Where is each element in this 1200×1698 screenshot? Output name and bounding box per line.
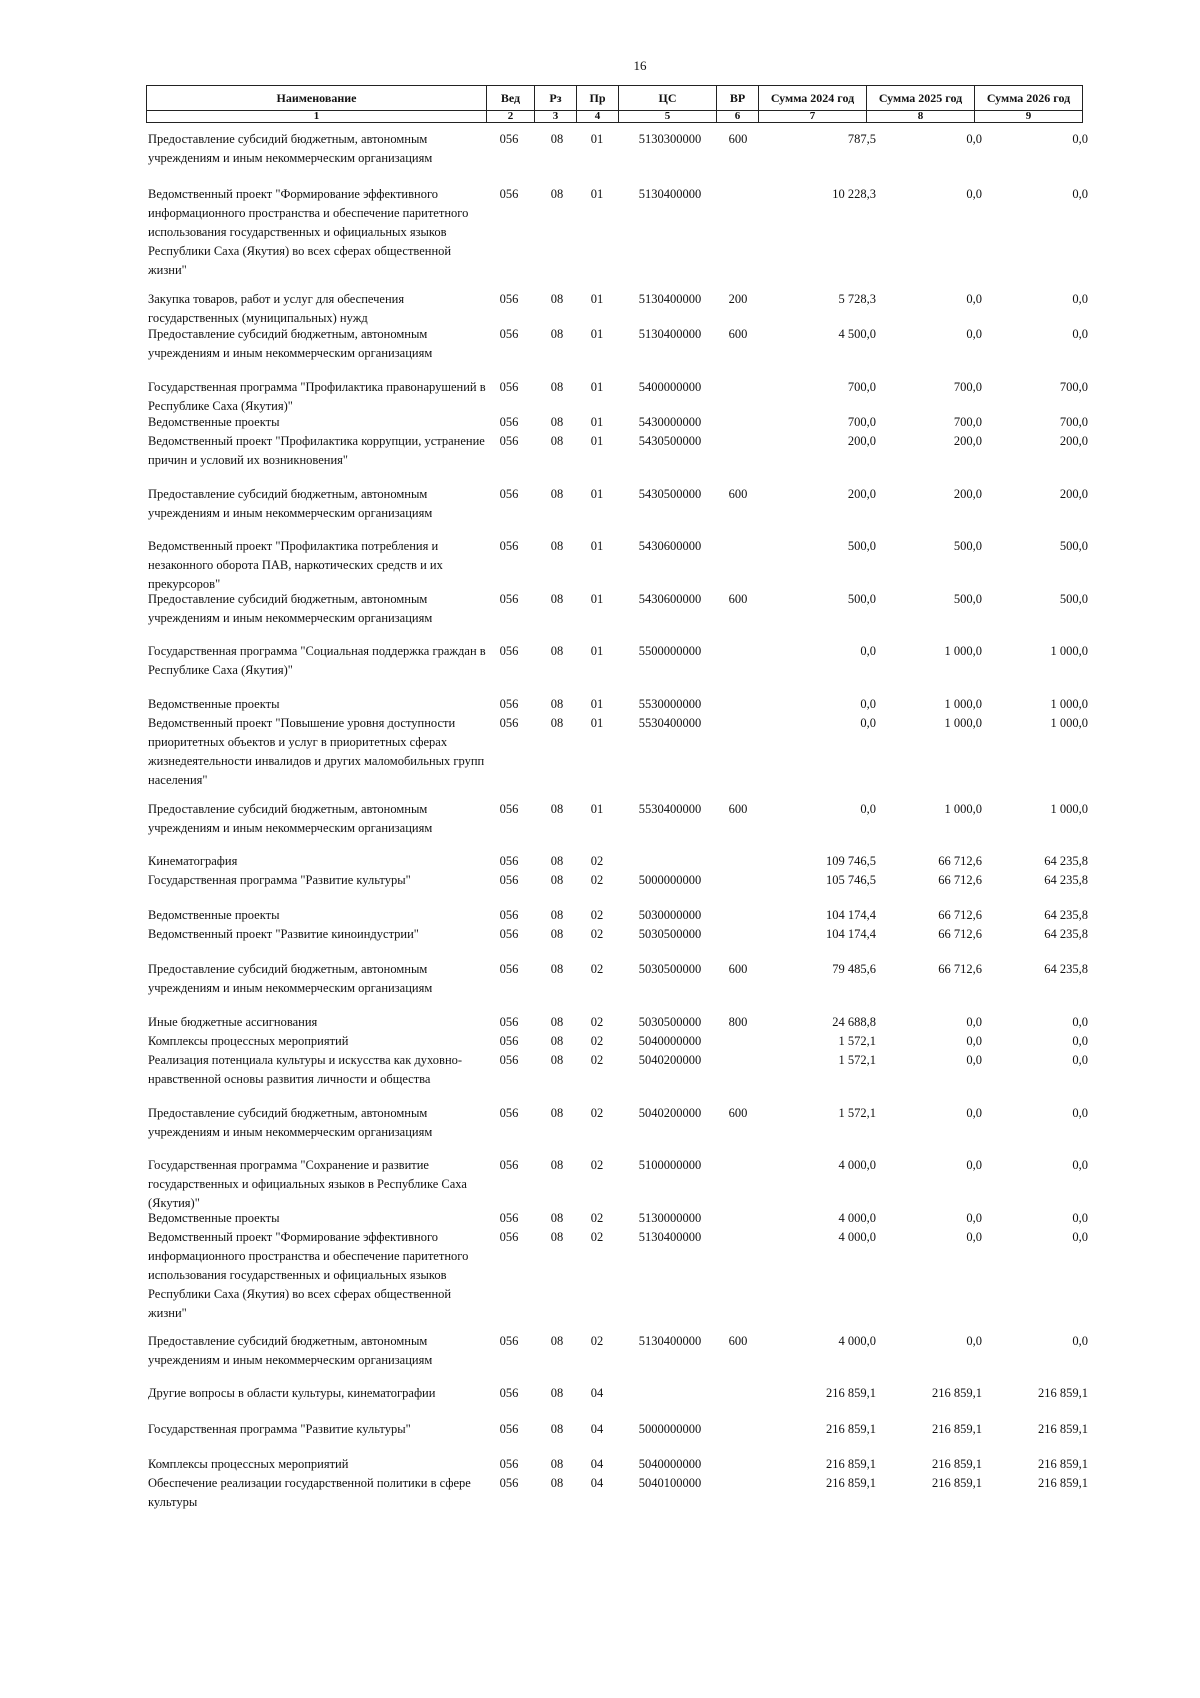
column-number-1: 1	[147, 111, 487, 123]
row-rz: 08	[550, 187, 564, 201]
row-cs: 5130400000	[638, 1230, 702, 1244]
row-vr: 600	[728, 802, 748, 816]
row-sum-2024: 4 000,0	[838, 1158, 876, 1172]
row-rz: 08	[550, 908, 564, 922]
row-ved: 056	[499, 1422, 519, 1436]
column-number-3: 3	[535, 111, 577, 123]
row-sum-2025: 0,0	[966, 292, 982, 306]
row-rz: 08	[550, 1476, 564, 1490]
row-ved: 056	[499, 873, 519, 887]
row-cs: 5430500000	[638, 487, 702, 501]
row-pr: 02	[590, 1230, 604, 1244]
row-sum-2026: 216 859,1	[1038, 1386, 1088, 1400]
row-cs: 5000000000	[638, 1422, 702, 1436]
row-sum-2026: 64 235,8	[1044, 854, 1088, 868]
row-rz: 08	[550, 487, 564, 501]
row-name: Ведомственный проект "Развитие киноиндустрии"	[148, 927, 419, 941]
row-sum-2025: 700,0	[953, 415, 982, 429]
row-sum-2026: 0,0	[1072, 292, 1088, 306]
row-name: Предоставление субсидий бюджетным, автономным учреждениям и иным некоммерческим организациям	[148, 962, 433, 995]
row-name: Предоставление субсидий бюджетным, автономным учреждениям и иным некоммерческим организациям	[148, 592, 433, 625]
row-rz: 08	[550, 697, 564, 711]
row-pr: 01	[590, 592, 604, 606]
row-sum-2026: 64 235,8	[1044, 962, 1088, 976]
row-sum-2025: 216 859,1	[932, 1386, 982, 1400]
row-sum-2024: 700,0	[847, 415, 876, 429]
row-ved: 056	[499, 1334, 519, 1348]
row-cs: 5130000000	[638, 1211, 702, 1225]
row-cs: 5030500000	[638, 927, 702, 941]
row-cs: 5500000000	[638, 644, 702, 658]
row-sum-2024: 104 174,4	[826, 908, 876, 922]
column-number-9: 9	[975, 111, 1083, 123]
row-pr: 02	[590, 908, 604, 922]
row-vr: 800	[728, 1015, 748, 1029]
row-pr: 01	[590, 132, 604, 146]
row-ved: 056	[499, 1106, 519, 1120]
row-cs: 5040100000	[638, 1476, 702, 1490]
row-ved: 056	[499, 927, 519, 941]
row-sum-2024: 1 572,1	[838, 1106, 876, 1120]
row-name: Государственная программа "Сохранение и развитие государственных и официальных языков в Республике Саха (Якутия)"	[148, 1158, 467, 1210]
row-vr: 600	[728, 327, 748, 341]
row-rz: 08	[550, 1230, 564, 1244]
row-sum-2024: 24 688,8	[832, 1015, 876, 1029]
row-rz: 08	[550, 1386, 564, 1400]
row-cs: 5040000000	[638, 1034, 702, 1048]
row-name: Государственная программа "Развитие культуры"	[148, 873, 411, 887]
row-name: Комплексы процессных мероприятий	[148, 1457, 349, 1471]
row-sum-2025: 0,0	[966, 1106, 982, 1120]
row-sum-2025: 200,0	[953, 434, 982, 448]
row-rz: 08	[550, 132, 564, 146]
row-pr: 01	[590, 415, 604, 429]
row-cs: 5430500000	[638, 434, 702, 448]
row-ved: 056	[499, 1230, 519, 1244]
row-sum-2024: 216 859,1	[826, 1457, 876, 1471]
row-rz: 08	[550, 1211, 564, 1225]
row-ved: 056	[499, 962, 519, 976]
row-sum-2025: 0,0	[966, 327, 982, 341]
row-name: Государственная программа "Профилактика правонарушений в Республике Саха (Якутия)"	[148, 380, 486, 413]
row-pr: 01	[590, 187, 604, 201]
row-sum-2026: 0,0	[1072, 1053, 1088, 1067]
row-sum-2025: 0,0	[966, 132, 982, 146]
row-vr: 600	[728, 487, 748, 501]
row-name: Предоставление субсидий бюджетным, автономным учреждениям и иным некоммерческим организациям	[148, 132, 433, 165]
row-sum-2026: 0,0	[1072, 1230, 1088, 1244]
row-sum-2026: 0,0	[1072, 1015, 1088, 1029]
row-name: Ведомственные проекты	[148, 415, 280, 429]
column-header-sum-2026: Сумма 2026 год	[975, 86, 1083, 111]
row-name: Ведомственный проект "Профилактика потребления и незаконного оборота ПАВ, наркотических средств и их прекурсоров"	[148, 539, 443, 591]
row-sum-2025: 66 712,6	[938, 908, 982, 922]
row-ved: 056	[499, 327, 519, 341]
row-name: Обеспечение реализации государственной политики в сфере культуры	[148, 1476, 471, 1509]
row-cs: 5430600000	[638, 592, 702, 606]
row-pr: 01	[590, 716, 604, 730]
row-sum-2026: 0,0	[1072, 132, 1088, 146]
row-sum-2026: 0,0	[1072, 1211, 1088, 1225]
row-ved: 056	[499, 697, 519, 711]
row-ved: 056	[499, 1476, 519, 1490]
row-ved: 056	[499, 434, 519, 448]
row-ved: 056	[499, 716, 519, 730]
row-sum-2024: 4 000,0	[838, 1230, 876, 1244]
row-rz: 08	[550, 292, 564, 306]
row-rz: 08	[550, 1158, 564, 1172]
row-name: Ведомственный проект "Профилактика коррупции, устранение причин и условий их возникновения"	[148, 434, 485, 467]
row-name: Ведомственные проекты	[148, 908, 280, 922]
column-number-8: 8	[867, 111, 975, 123]
row-ved: 056	[499, 644, 519, 658]
row-rz: 08	[550, 1053, 564, 1067]
row-ved: 056	[499, 802, 519, 816]
row-sum-2024: 109 746,5	[826, 854, 876, 868]
row-rz: 08	[550, 644, 564, 658]
row-sum-2025: 66 712,6	[938, 854, 982, 868]
row-pr: 02	[590, 1015, 604, 1029]
row-pr: 01	[590, 434, 604, 448]
row-name: Предоставление субсидий бюджетным, автономным учреждениям и иным некоммерческим организациям	[148, 487, 433, 520]
row-ved: 056	[499, 539, 519, 553]
row-pr: 02	[590, 927, 604, 941]
column-header-name: Наименование	[147, 86, 487, 111]
row-sum-2025: 200,0	[953, 487, 982, 501]
row-rz: 08	[550, 962, 564, 976]
row-vr: 600	[728, 592, 748, 606]
row-sum-2024: 500,0	[847, 539, 876, 553]
row-rz: 08	[550, 873, 564, 887]
row-rz: 08	[550, 1422, 564, 1436]
row-cs: 5030500000	[638, 962, 702, 976]
row-sum-2026: 500,0	[1059, 592, 1088, 606]
row-cs: 5030000000	[638, 908, 702, 922]
row-sum-2026: 700,0	[1059, 415, 1088, 429]
row-name: Предоставление субсидий бюджетным, автономным учреждениям и иным некоммерческим организациям	[148, 802, 433, 835]
row-rz: 08	[550, 415, 564, 429]
row-cs: 5530000000	[638, 697, 702, 711]
row-sum-2025: 66 712,6	[938, 873, 982, 887]
row-name: Другие вопросы в области культуры, кинематографии	[148, 1386, 436, 1400]
row-name: Иные бюджетные ассигнования	[148, 1015, 318, 1029]
row-sum-2024: 1 572,1	[838, 1034, 876, 1048]
row-sum-2024: 0,0	[860, 644, 876, 658]
row-sum-2026: 0,0	[1072, 187, 1088, 201]
row-sum-2026: 216 859,1	[1038, 1476, 1088, 1490]
row-vr: 600	[728, 1106, 748, 1120]
row-sum-2026: 500,0	[1059, 539, 1088, 553]
row-sum-2024: 216 859,1	[826, 1476, 876, 1490]
row-ved: 056	[499, 854, 519, 868]
row-sum-2025: 1 000,0	[944, 644, 982, 658]
row-cs: 5430600000	[638, 539, 702, 553]
row-pr: 04	[590, 1422, 604, 1436]
row-sum-2024: 500,0	[847, 592, 876, 606]
row-cs: 5530400000	[638, 802, 702, 816]
row-cs: 5130400000	[638, 327, 702, 341]
row-sum-2024: 1 572,1	[838, 1053, 876, 1067]
column-header-pr: Пр	[577, 86, 619, 111]
row-sum-2025: 500,0	[953, 539, 982, 553]
row-sum-2026: 0,0	[1072, 1158, 1088, 1172]
row-name: Ведомственный проект "Формирование эффективного информационного пространства и обеспечение паритетного использования государственных и официальных языков Республики Саха (Якутия) во всех сферах общественной жизни"	[148, 187, 469, 277]
row-sum-2024: 0,0	[860, 802, 876, 816]
row-pr: 02	[590, 1053, 604, 1067]
column-number-5: 5	[619, 111, 717, 123]
row-sum-2024: 200,0	[847, 434, 876, 448]
row-sum-2026: 1 000,0	[1050, 716, 1088, 730]
row-rz: 08	[550, 1457, 564, 1471]
row-sum-2026: 0,0	[1072, 327, 1088, 341]
row-sum-2026: 0,0	[1072, 1106, 1088, 1120]
row-sum-2025: 0,0	[966, 187, 982, 201]
column-header-sum-2025: Сумма 2025 год	[867, 86, 975, 111]
row-rz: 08	[550, 592, 564, 606]
row-pr: 01	[590, 327, 604, 341]
row-name: Реализация потенциала культуры и искусства как духовно-нравственной основы развития личности и общества	[148, 1053, 463, 1086]
page-number: 16	[633, 58, 647, 73]
row-cs: 5530400000	[638, 716, 702, 730]
row-pr: 04	[590, 1386, 604, 1400]
row-ved: 056	[499, 592, 519, 606]
row-name: Государственная программа "Социальная поддержка граждан в Республике Саха (Якутия)"	[148, 644, 486, 677]
row-name: Кинематография	[148, 854, 238, 868]
row-pr: 02	[590, 962, 604, 976]
row-sum-2026: 0,0	[1072, 1334, 1088, 1348]
row-sum-2026: 200,0	[1059, 434, 1088, 448]
row-ved: 056	[499, 1211, 519, 1225]
row-vr: 200	[728, 292, 748, 306]
row-pr: 04	[590, 1476, 604, 1490]
row-name: Ведомственные проекты	[148, 1211, 280, 1225]
row-vr: 600	[728, 1334, 748, 1348]
row-sum-2025: 0,0	[966, 1015, 982, 1029]
row-ved: 056	[499, 1386, 519, 1400]
row-name: Ведомственный проект "Повышение уровня доступности приоритетных объектов и услуг в приоритетных сферах жизнедеятельности инвалидов и других маломобильных групп населения"	[148, 716, 485, 787]
row-sum-2026: 1 000,0	[1050, 802, 1088, 816]
row-name: Государственная программа "Развитие культуры"	[148, 1422, 411, 1436]
row-cs: 5040000000	[638, 1457, 702, 1471]
row-sum-2024: 700,0	[847, 380, 876, 394]
row-sum-2025: 0,0	[966, 1334, 982, 1348]
row-sum-2026: 200,0	[1059, 487, 1088, 501]
row-pr: 02	[590, 854, 604, 868]
row-rz: 08	[550, 1334, 564, 1348]
column-header-cs: ЦС	[619, 86, 717, 111]
column-header-sum-2024: Сумма 2024 год	[759, 86, 867, 111]
row-sum-2026: 700,0	[1059, 380, 1088, 394]
row-pr: 01	[590, 380, 604, 394]
row-pr: 02	[590, 1034, 604, 1048]
row-sum-2026: 64 235,8	[1044, 873, 1088, 887]
row-sum-2026: 1 000,0	[1050, 697, 1088, 711]
row-sum-2026: 0,0	[1072, 1034, 1088, 1048]
row-sum-2024: 4 000,0	[838, 1334, 876, 1348]
row-pr: 01	[590, 292, 604, 306]
row-rz: 08	[550, 380, 564, 394]
row-sum-2025: 216 859,1	[932, 1457, 982, 1471]
row-name: Ведомственный проект "Формирование эффективного информационного пространства и обеспечение паритетного использования государственных и официальных языков Республики Саха (Якутия) во всех сферах общественной жизни"	[148, 1230, 469, 1320]
row-rz: 08	[550, 327, 564, 341]
row-cs: 5040200000	[638, 1053, 702, 1067]
row-sum-2024: 5 728,3	[838, 292, 876, 306]
row-ved: 056	[499, 487, 519, 501]
row-ved: 056	[499, 380, 519, 394]
row-sum-2026: 216 859,1	[1038, 1422, 1088, 1436]
row-name: Предоставление субсидий бюджетным, автономным учреждениям и иным некоммерческим организациям	[148, 1334, 433, 1367]
row-vr: 600	[728, 962, 748, 976]
row-sum-2024: 216 859,1	[826, 1422, 876, 1436]
row-sum-2024: 0,0	[860, 716, 876, 730]
row-cs: 5400000000	[638, 380, 702, 394]
row-ved: 056	[499, 1053, 519, 1067]
row-sum-2025: 1 000,0	[944, 802, 982, 816]
row-sum-2024: 4 000,0	[838, 1211, 876, 1225]
row-cs: 5130400000	[638, 187, 702, 201]
row-pr: 02	[590, 1334, 604, 1348]
row-vr: 600	[728, 132, 748, 146]
row-ved: 056	[499, 1158, 519, 1172]
row-cs: 5100000000	[638, 1158, 702, 1172]
row-cs: 5130400000	[638, 292, 702, 306]
column-header-vr: ВР	[717, 86, 759, 111]
column-number-6: 6	[717, 111, 759, 123]
row-ved: 056	[499, 187, 519, 201]
row-name: Комплексы процессных мероприятий	[148, 1034, 349, 1048]
row-pr: 01	[590, 539, 604, 553]
column-header-ved: Вед	[487, 86, 535, 111]
row-sum-2026: 216 859,1	[1038, 1457, 1088, 1471]
row-cs: 5130400000	[638, 1334, 702, 1348]
row-cs: 5130300000	[638, 132, 702, 146]
row-ved: 056	[499, 908, 519, 922]
row-cs: 5430000000	[638, 415, 702, 429]
row-sum-2024: 10 228,3	[832, 187, 876, 201]
row-sum-2024: 104 174,4	[826, 927, 876, 941]
row-sum-2025: 0,0	[966, 1158, 982, 1172]
row-ved: 056	[499, 132, 519, 146]
row-ved: 056	[499, 1015, 519, 1029]
row-sum-2026: 64 235,8	[1044, 927, 1088, 941]
row-rz: 08	[550, 854, 564, 868]
row-sum-2025: 500,0	[953, 592, 982, 606]
row-name: Предоставление субсидий бюджетным, автономным учреждениям и иным некоммерческим организациям	[148, 1106, 433, 1139]
row-sum-2025: 1 000,0	[944, 716, 982, 730]
row-rz: 08	[550, 927, 564, 941]
row-name: Закупка товаров, работ и услуг для обеспечения государственных (муниципальных) нужд	[148, 292, 405, 325]
row-pr: 04	[590, 1457, 604, 1471]
row-sum-2025: 700,0	[953, 380, 982, 394]
row-cs: 5040200000	[638, 1106, 702, 1120]
row-ved: 056	[499, 292, 519, 306]
row-rz: 08	[550, 716, 564, 730]
row-sum-2024: 4 500,0	[838, 327, 876, 341]
row-sum-2025: 1 000,0	[944, 697, 982, 711]
row-sum-2025: 0,0	[966, 1230, 982, 1244]
row-sum-2025: 66 712,6	[938, 927, 982, 941]
row-sum-2024: 0,0	[860, 697, 876, 711]
row-sum-2025: 0,0	[966, 1211, 982, 1225]
row-ved: 056	[499, 415, 519, 429]
row-pr: 02	[590, 1106, 604, 1120]
row-sum-2026: 64 235,8	[1044, 908, 1088, 922]
row-pr: 01	[590, 802, 604, 816]
row-sum-2024: 216 859,1	[826, 1386, 876, 1400]
row-rz: 08	[550, 1106, 564, 1120]
row-rz: 08	[550, 1034, 564, 1048]
row-ved: 056	[499, 1034, 519, 1048]
row-sum-2024: 200,0	[847, 487, 876, 501]
column-number-7: 7	[759, 111, 867, 123]
row-rz: 08	[550, 539, 564, 553]
row-ved: 056	[499, 1457, 519, 1471]
row-name: Ведомственные проекты	[148, 697, 280, 711]
row-name: Предоставление субсидий бюджетным, автономным учреждениям и иным некоммерческим организациям	[148, 327, 433, 360]
row-sum-2025: 216 859,1	[932, 1476, 982, 1490]
row-sum-2025: 0,0	[966, 1053, 982, 1067]
row-cs: 5030500000	[638, 1015, 702, 1029]
row-sum-2024: 79 485,6	[832, 962, 876, 976]
column-header-rz: Рз	[535, 86, 577, 111]
row-rz: 08	[550, 802, 564, 816]
row-sum-2025: 0,0	[966, 1034, 982, 1048]
row-pr: 01	[590, 644, 604, 658]
row-sum-2026: 1 000,0	[1050, 644, 1088, 658]
column-number-2: 2	[487, 111, 535, 123]
row-pr: 01	[590, 697, 604, 711]
row-pr: 02	[590, 1211, 604, 1225]
row-pr: 02	[590, 1158, 604, 1172]
row-sum-2024: 787,5	[847, 132, 876, 146]
row-sum-2025: 66 712,6	[938, 962, 982, 976]
row-sum-2024: 105 746,5	[826, 873, 876, 887]
row-cs: 5000000000	[638, 873, 702, 887]
row-rz: 08	[550, 1015, 564, 1029]
column-number-4: 4	[577, 111, 619, 123]
row-rz: 08	[550, 434, 564, 448]
row-pr: 02	[590, 873, 604, 887]
row-pr: 01	[590, 487, 604, 501]
row-sum-2025: 216 859,1	[932, 1422, 982, 1436]
